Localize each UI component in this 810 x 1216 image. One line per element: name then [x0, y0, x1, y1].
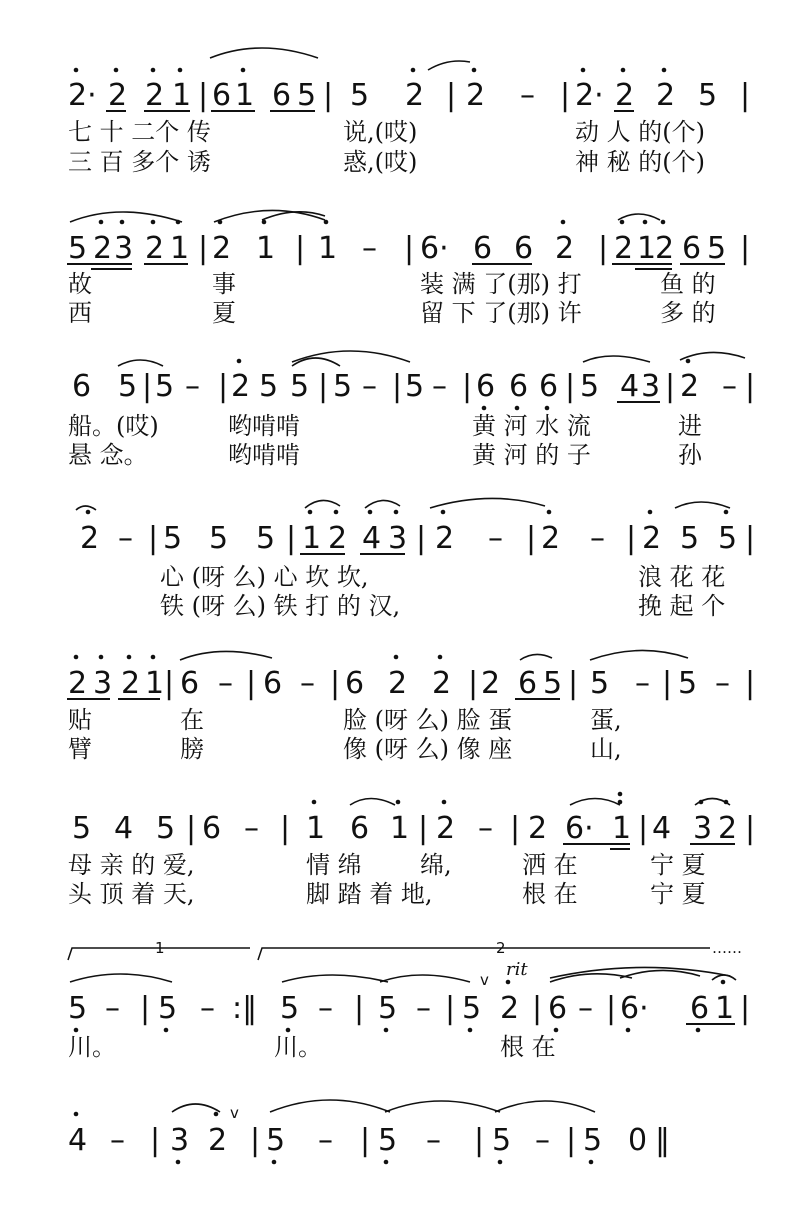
- note: 4: [620, 369, 640, 404]
- staff-line-8: [68, 1100, 670, 1164]
- dash: –: [105, 991, 120, 1026]
- note: 5: [68, 991, 88, 1026]
- note: 0: [628, 1123, 648, 1158]
- note: 2: [80, 521, 100, 556]
- barline: |: [392, 369, 403, 404]
- barline: |: [148, 521, 159, 556]
- note: 5: [68, 231, 88, 266]
- note: 6: [202, 811, 222, 846]
- lyric-line: 贴: [68, 706, 92, 734]
- barline: |: [250, 1123, 261, 1158]
- barline: |: [662, 666, 673, 701]
- note: 5: [680, 521, 700, 556]
- note: 5: [297, 78, 317, 113]
- note: 5: [209, 521, 229, 556]
- note: 2: [555, 231, 575, 266]
- note: 6: [476, 369, 496, 404]
- barline: |: [745, 521, 756, 556]
- note: 5: [280, 991, 300, 1026]
- barline: |: [568, 666, 579, 701]
- dash: –: [110, 1123, 125, 1158]
- lyric-line: 宁 夏: [650, 851, 706, 879]
- dash: –: [200, 991, 215, 1026]
- ellipsis: ……: [712, 939, 742, 957]
- note: 5: [350, 78, 370, 113]
- lyric-line: 鱼 的: [660, 270, 716, 298]
- note: 2: [718, 811, 738, 846]
- note: 2: [500, 991, 520, 1026]
- note: 6: [272, 78, 292, 113]
- lyric-line: 西: [68, 299, 92, 327]
- note: 2: [680, 369, 700, 404]
- note: 6·: [420, 231, 449, 266]
- note: 5: [155, 369, 175, 404]
- dash: –: [722, 369, 737, 404]
- lyric-line: 事: [212, 270, 236, 298]
- dash: –: [318, 991, 333, 1026]
- staff-line-4: [76, 498, 755, 620]
- lyric-line: 山,: [590, 735, 622, 763]
- note: 1: [302, 521, 322, 556]
- lyric-line: 根 在: [522, 880, 578, 908]
- note: 6: [690, 991, 710, 1026]
- lyric-line: 膀: [180, 735, 204, 763]
- dash: –: [318, 1123, 333, 1158]
- note: 2: [615, 78, 635, 113]
- note: 6: [514, 231, 534, 266]
- note: 2: [405, 78, 425, 113]
- barline: |: [510, 811, 521, 846]
- barline: |: [745, 811, 756, 846]
- dash: –: [590, 521, 605, 556]
- breath-mark: v: [230, 1104, 239, 1122]
- lyric-line: 像 (呀 么) 像 座: [343, 735, 513, 763]
- note: 6: [180, 666, 200, 701]
- lyric-line: 根 在: [500, 1033, 556, 1061]
- note: 1: [145, 666, 165, 701]
- barline: |: [186, 811, 197, 846]
- breath-mark: v: [480, 971, 489, 989]
- ending-1-label: 1: [155, 939, 165, 957]
- note: 5: [405, 369, 425, 404]
- note: 2: [145, 231, 165, 266]
- barline: |: [246, 666, 257, 701]
- staff-line-1: [68, 48, 750, 176]
- lyric-line: 川。: [274, 1033, 322, 1061]
- barline: |: [360, 1123, 371, 1158]
- barline: |: [526, 521, 537, 556]
- lyric-line: 三 百 多个 诱: [68, 148, 211, 176]
- lyric-line: 头 顶 着 天,: [68, 880, 195, 908]
- note: 5: [707, 231, 727, 266]
- barline: |: [474, 1123, 485, 1158]
- barline: |: [318, 369, 329, 404]
- note: 2: [68, 666, 88, 701]
- note: 5: [378, 1123, 398, 1158]
- staff-line-3: [68, 351, 755, 469]
- lyric-line: 孙: [678, 441, 702, 469]
- note: 6: [350, 811, 370, 846]
- note: 2: [328, 521, 348, 556]
- note: 5: [118, 369, 138, 404]
- note: 5: [492, 1123, 512, 1158]
- note: 2: [655, 231, 675, 266]
- lyric-line: 脸 (呀 么) 脸 蛋: [343, 706, 513, 734]
- lyric-line: 惑,(哎): [343, 148, 418, 176]
- note: 2·: [68, 78, 97, 113]
- lyric-line: 铁 (呀 么) 铁 打 的 汉,: [160, 592, 401, 620]
- staff-line-7: [68, 939, 750, 1061]
- note: 5: [266, 1123, 286, 1158]
- note: 2: [541, 521, 561, 556]
- note: 2: [432, 666, 452, 701]
- ending-2-label: 2: [496, 939, 506, 957]
- repeat-end: :‖: [232, 991, 258, 1026]
- barline: |: [416, 521, 427, 556]
- lyric-line: 洒 在: [522, 851, 578, 879]
- lyric-line: 脚 踏 着 地,: [306, 880, 433, 908]
- lyric-line: 黄 河 水 流: [472, 412, 591, 440]
- note: 5: [583, 1123, 603, 1158]
- lyric-line: 臂: [68, 735, 92, 763]
- note: 6: [345, 666, 365, 701]
- dash: –: [432, 369, 447, 404]
- final-barline: ‖: [655, 1123, 670, 1158]
- barline: |: [418, 811, 429, 846]
- note: 5: [163, 521, 183, 556]
- dash: –: [244, 811, 259, 846]
- barline: |: [638, 811, 649, 846]
- note: 6·: [620, 991, 649, 1026]
- note: 5: [678, 666, 698, 701]
- dash: –: [185, 369, 200, 404]
- note: 2: [145, 78, 165, 113]
- barline: |: [740, 78, 751, 113]
- note: 1: [235, 78, 255, 113]
- note: 2: [208, 1123, 228, 1158]
- note: 1: [612, 811, 632, 846]
- note: 5: [156, 811, 176, 846]
- note: 2: [481, 666, 501, 701]
- barline: |: [140, 991, 151, 1026]
- barline: |: [218, 369, 229, 404]
- note: 5: [543, 666, 563, 701]
- note: 6·: [565, 811, 594, 846]
- note: 1: [306, 811, 326, 846]
- note: 4: [362, 521, 382, 556]
- note: 3: [114, 231, 134, 266]
- lyric-line: 船。(哎): [68, 412, 159, 440]
- staff-line-5: [67, 650, 755, 763]
- lyric-line: 故: [68, 270, 92, 298]
- lyric-line: 绵,: [420, 851, 452, 879]
- note: 6: [473, 231, 493, 266]
- barline: |: [665, 369, 676, 404]
- note: 6: [518, 666, 538, 701]
- lyric-line: 母 亲 的 爱,: [68, 851, 195, 879]
- note: 6: [539, 369, 559, 404]
- note: 3: [93, 666, 113, 701]
- barline: |: [295, 231, 306, 266]
- note: 1: [170, 231, 190, 266]
- note: 5: [290, 369, 310, 404]
- rit-marking: rit: [506, 959, 528, 980]
- note: 4: [68, 1123, 88, 1158]
- barline: |: [468, 666, 479, 701]
- note: 1: [318, 231, 338, 266]
- note: 3: [641, 369, 661, 404]
- lyric-line: 情 绵: [306, 851, 362, 879]
- note: 2: [388, 666, 408, 701]
- dash: –: [362, 231, 377, 266]
- note: 6: [72, 369, 92, 404]
- dash: –: [218, 666, 233, 701]
- lyric-line: 挽 起 个: [638, 592, 726, 620]
- lyric-line: 浪 花 花: [638, 563, 726, 591]
- dash: –: [118, 521, 133, 556]
- dash: –: [300, 666, 315, 701]
- note: 2: [212, 231, 232, 266]
- note: 5: [378, 991, 398, 1026]
- note: 2: [435, 521, 455, 556]
- dash: –: [535, 1123, 550, 1158]
- note: 1: [172, 78, 192, 113]
- dash: –: [488, 521, 503, 556]
- barline: |: [560, 78, 571, 113]
- note: 5: [72, 811, 92, 846]
- barline: |: [164, 666, 175, 701]
- lyric-line: 说,(哎): [343, 118, 418, 146]
- dash: –: [362, 369, 377, 404]
- barline: |: [280, 811, 291, 846]
- dash: –: [426, 1123, 441, 1158]
- note: 3: [388, 521, 408, 556]
- staff-line-2: [67, 210, 750, 327]
- note: 5: [462, 991, 482, 1026]
- dash: –: [635, 666, 650, 701]
- barline: |: [142, 369, 153, 404]
- lyric-line: 夏: [212, 299, 236, 327]
- note: 5: [256, 521, 276, 556]
- barline: |: [745, 369, 756, 404]
- lyric-line: 进: [678, 412, 702, 440]
- lyric-line: 宁 夏: [650, 880, 706, 908]
- note: 6: [212, 78, 232, 113]
- note: 1: [390, 811, 410, 846]
- barline: |: [606, 991, 617, 1026]
- note: 3: [170, 1123, 190, 1158]
- note: 2: [466, 78, 486, 113]
- barline: |: [286, 521, 297, 556]
- note: 4: [652, 811, 672, 846]
- barline: |: [354, 991, 365, 1026]
- note: 5: [718, 521, 738, 556]
- dash: –: [416, 991, 431, 1026]
- barline: |: [532, 991, 543, 1026]
- barline: |: [404, 231, 415, 266]
- dash: –: [715, 666, 730, 701]
- lyric-line: 哟啃啃: [228, 412, 300, 440]
- barline: |: [330, 666, 341, 701]
- note: 2: [656, 78, 676, 113]
- barline: |: [150, 1123, 161, 1158]
- lyric-line: 装 满 了(那) 打: [420, 270, 582, 298]
- lyric-line: 留 下 了(那) 许: [420, 299, 582, 327]
- note: 6: [263, 666, 283, 701]
- lyric-line: 在: [180, 706, 204, 734]
- lyric-line: 心 (呀 么) 心 坎 坎,: [160, 563, 369, 591]
- note: 2·: [575, 78, 604, 113]
- barline: |: [445, 991, 456, 1026]
- barline: |: [740, 991, 751, 1026]
- barline: |: [566, 1123, 577, 1158]
- note: 1: [637, 231, 657, 266]
- note: 5: [698, 78, 718, 113]
- note: 2: [614, 231, 634, 266]
- note: 3: [693, 811, 713, 846]
- dash: –: [578, 991, 593, 1026]
- barline: |: [198, 78, 209, 113]
- lyric-line: 悬 念。: [68, 441, 148, 469]
- barline: |: [323, 78, 334, 113]
- note: 1: [715, 991, 735, 1026]
- note: 5: [158, 991, 178, 1026]
- lyric-line: 神 秘 的(个): [575, 148, 705, 176]
- barline: |: [446, 78, 457, 113]
- barline: |: [198, 231, 209, 266]
- lyric-line: 川。: [68, 1033, 116, 1061]
- note: 5: [259, 369, 279, 404]
- barline: |: [745, 666, 756, 701]
- staff-line-6: [68, 792, 755, 908]
- lyric-line: 黄 河 的 子: [472, 441, 591, 469]
- note: 2: [108, 78, 128, 113]
- note: 5: [580, 369, 600, 404]
- barline: |: [740, 231, 751, 266]
- note: 5: [590, 666, 610, 701]
- lyric-line: 动 人 的(个): [575, 118, 705, 146]
- barline: |: [462, 369, 473, 404]
- note: 2: [121, 666, 141, 701]
- note: 2: [436, 811, 456, 846]
- lyric-line: 哟啃啃: [228, 441, 300, 469]
- barline: |: [598, 231, 609, 266]
- lyric-line: 七 十 二个 传: [68, 118, 211, 146]
- note: 2: [93, 231, 113, 266]
- note: 4: [114, 811, 134, 846]
- note: 2: [642, 521, 662, 556]
- dash: –: [520, 78, 535, 113]
- barline: |: [626, 521, 637, 556]
- note: 2: [528, 811, 548, 846]
- lyric-line: 多 的: [660, 299, 716, 327]
- barline: |: [565, 369, 576, 404]
- note: 6: [682, 231, 702, 266]
- note: 1: [256, 231, 276, 266]
- lyric-line: 蛋,: [590, 706, 622, 734]
- note: 5: [333, 369, 353, 404]
- note: 2: [231, 369, 251, 404]
- note: 6: [509, 369, 529, 404]
- dash: –: [478, 811, 493, 846]
- note: 6: [548, 991, 568, 1026]
